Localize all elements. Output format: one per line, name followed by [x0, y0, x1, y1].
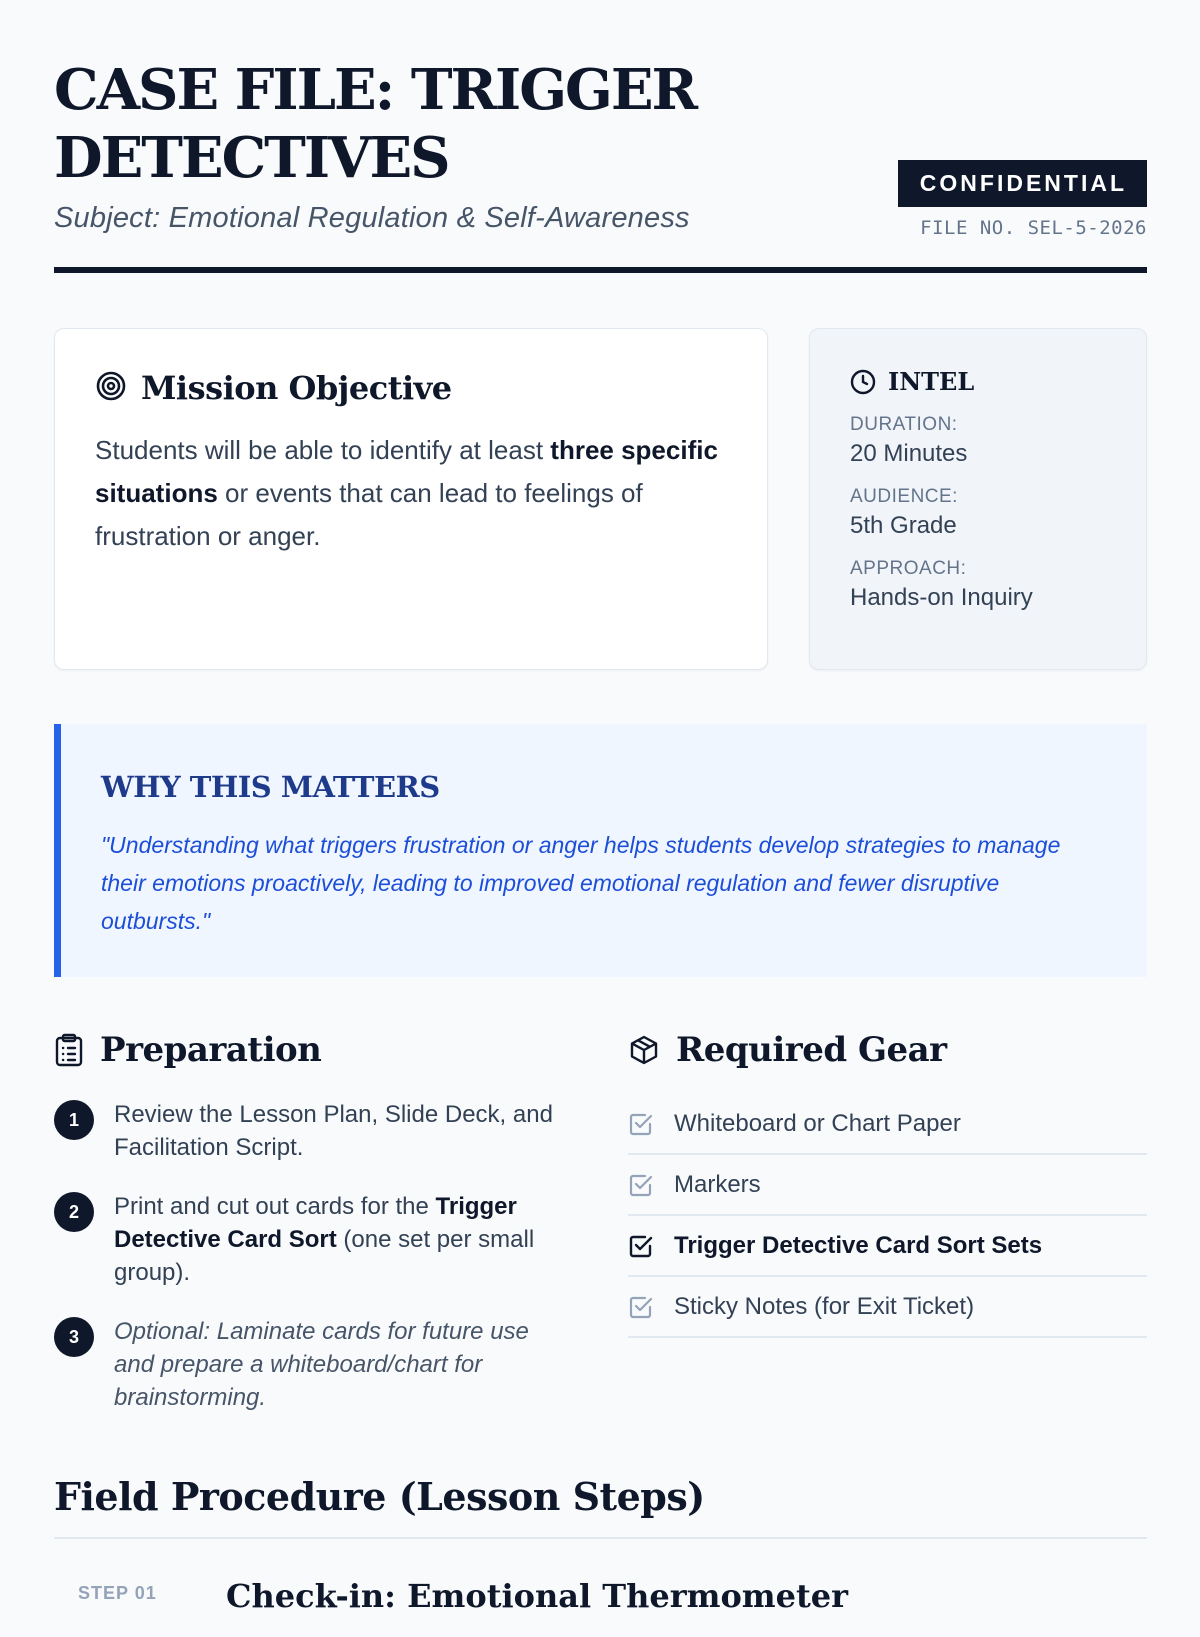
preparation-section — [54, 1030, 574, 1440]
package-icon — [628, 1034, 660, 1066]
step-number: 2 — [54, 1192, 94, 1232]
gear-list — [628, 1094, 1147, 1338]
intel-item-duration: DURATION: 20 Minutes — [850, 414, 968, 467]
preparation-title: Preparation — [100, 1030, 322, 1070]
step-number: 3 — [54, 1317, 94, 1357]
page-title: CASE FILE: TRIGGER DETECTIVES — [54, 57, 697, 191]
checkbox-icon — [628, 1111, 654, 1137]
list-item: Markers — [628, 1155, 1147, 1216]
file-number: FILE NO. SEL-5-2026 — [920, 217, 1147, 239]
clock-icon — [850, 369, 876, 395]
procedure-step — [54, 1577, 1147, 1637]
target-icon — [95, 370, 127, 407]
checkbox-icon — [628, 1233, 654, 1259]
gear-title: Required Gear — [676, 1030, 947, 1070]
list-item: Sticky Notes (for Exit Ticket) — [628, 1277, 1147, 1338]
procedure-title: Field Procedure (Lesson Steps) — [54, 1474, 705, 1519]
step-label: STEP 01 — [78, 1583, 157, 1603]
list-item: 3 Optional: Laminate cards for future use and prepare a whiteboard/chart for brainstorming. — [54, 1315, 574, 1414]
intel-card — [809, 328, 1147, 670]
intel-item-approach: APPROACH: Hands-on Inquiry — [850, 558, 1033, 611]
why-this-matters-callout — [54, 724, 1147, 977]
list-item: 2 Print and cut out cards for the Trigger Detective Card Sort (one set per small group). — [54, 1190, 574, 1289]
checkbox-icon — [628, 1172, 654, 1198]
why-quote: "Understanding what triggers frustration or anger helps students develop strategies to manage their emotions proactively, leading to improved emotional regulation and fewer disruptive outbursts." — [101, 832, 1061, 934]
field-procedure-section — [54, 1474, 1147, 1637]
why-title: WHY THIS MATTERS — [101, 770, 440, 804]
required-gear-section — [628, 1030, 1147, 1338]
page-subtitle: Subject: Emotional Regulation & Self-Awareness — [54, 202, 690, 234]
badge-group — [898, 160, 1147, 239]
procedure-divider — [54, 1537, 1147, 1539]
confidential-badge: CONFIDENTIAL — [898, 160, 1147, 207]
intel-title: INTEL — [888, 367, 975, 396]
step-number: 1 — [54, 1100, 94, 1140]
step-title: Check-in: Emotional Thermometer — [226, 1577, 848, 1615]
mission-text: Students will be able to identify at least three specific situations or events that can lead to feelings of frustration or anger. — [95, 435, 718, 551]
list-item: Trigger Detective Card Sort Sets — [628, 1216, 1147, 1277]
clipboard-icon — [54, 1033, 84, 1067]
intel-item-audience: AUDIENCE: 5th Grade — [850, 486, 958, 539]
list-item: Whiteboard or Chart Paper — [628, 1094, 1147, 1155]
case-file-header — [54, 56, 1147, 239]
header-divider — [54, 267, 1147, 273]
preparation-steps — [54, 1098, 574, 1414]
mission-objective-card — [54, 328, 768, 670]
checkbox-icon — [628, 1294, 654, 1320]
mission-title: Mission Objective — [141, 369, 452, 407]
list-item: 1 Review the Lesson Plan, Slide Deck, and Facilitation Script. — [54, 1098, 574, 1164]
